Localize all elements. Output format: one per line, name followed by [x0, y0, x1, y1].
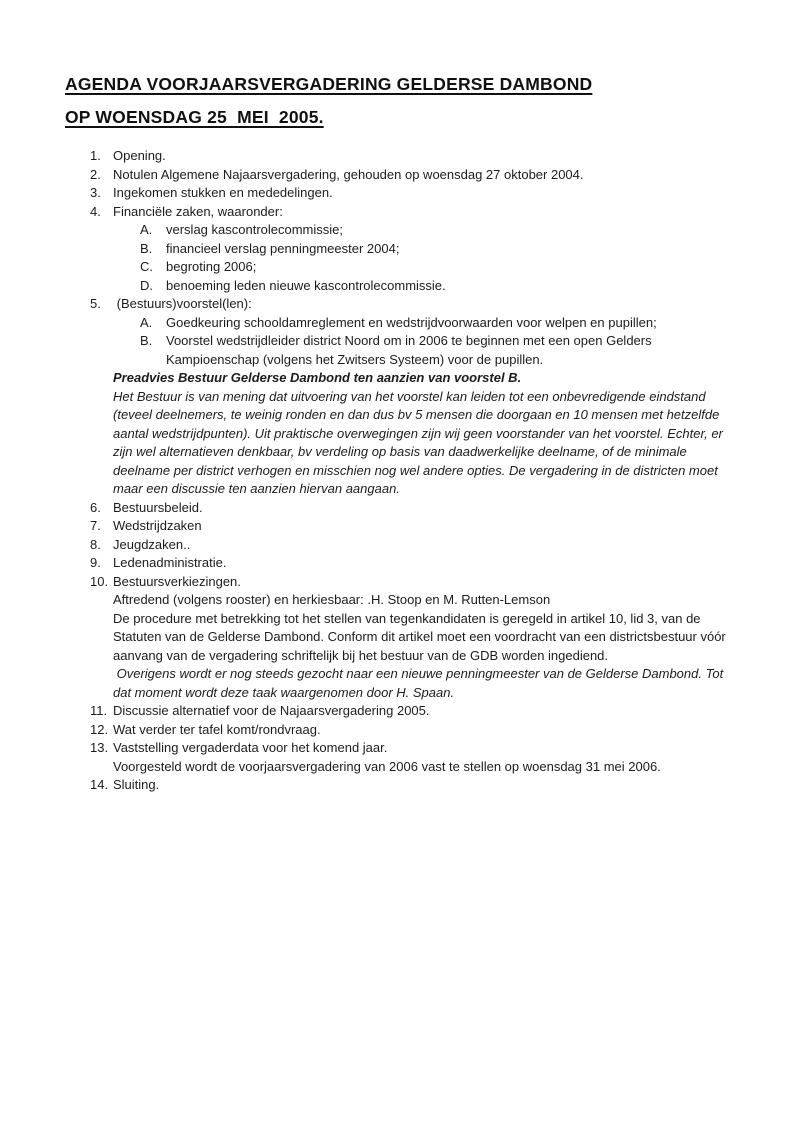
item-number: 6.: [90, 499, 101, 515]
agenda-item-4-sub-d: [140, 277, 740, 296]
item-10-treasurer-note: Overigens wordt er nog steeds gezocht naar een nieuwe penningmeester van de Gelderse Dambond. Tot dat moment wordt deze taak waargenomen door H. Spaan.: [113, 666, 727, 700]
item-text: Bestuursbeleid.: [113, 499, 203, 515]
agenda-item-4-sub-b: [140, 240, 740, 259]
agenda-item-12: [90, 721, 740, 740]
item-text: Financiële zaken, waaronder:: [113, 203, 283, 219]
item-text: Opening.: [113, 148, 166, 163]
item-number: 1.: [90, 148, 101, 163]
subitem-letter: A.: [140, 222, 153, 237]
item-number: 3.: [90, 185, 101, 200]
item-text: Sluiting.: [113, 777, 160, 792]
item-number: 14.: [90, 777, 109, 792]
subitem-text: Goedkeuring schooldamreglement en wedstrijdvoorwaarden voor welpen en pupillen;: [166, 314, 657, 330]
item-text: Notulen Algemene Najaarsvergadering, gehouden op woensdag 27 oktober 2004.: [113, 166, 584, 182]
item-text: Ledenadministratie.: [113, 555, 227, 570]
agenda-item-13: [90, 739, 740, 758]
title-line-2: [65, 101, 740, 134]
subitem-text: verslag kascontrolecommissie;: [166, 222, 344, 237]
item-number: 4.: [90, 203, 101, 219]
title-line-2-text: OP WOENSDAG 25 MEI 2005.: [65, 107, 324, 127]
agenda-item-9: [90, 554, 740, 573]
agenda-item-14: [90, 776, 740, 795]
subitem-text: Voorstel wedstrijdleider district Noord om in 2006 te beginnen met een open Gelders Kampioenschap (volgens het Zwitsers Systeem) voor de pupillen.: [166, 333, 656, 367]
agenda-item-5-sub-b: [140, 332, 740, 369]
title-line-1: [65, 68, 740, 101]
item-13-proposal-line: Voorgesteld wordt de voorjaarsvergadering van 2006 vast te stellen op woensdag 31 mei 2006.: [113, 758, 661, 774]
item-number: 8.: [90, 536, 101, 552]
subitem-letter: B.: [140, 240, 153, 256]
advice-title: Preadvies Bestuur Gelderse Dambond ten aanzien van voorstel B.: [113, 370, 522, 385]
item-text: (Bestuurs)voorstel(len):: [113, 296, 252, 311]
subitem-text: begroting 2006;: [166, 259, 257, 274]
agenda-item-8: [90, 536, 740, 555]
subitem-letter: D.: [140, 277, 153, 293]
agenda-item-7: [90, 517, 740, 536]
item-number: 7.: [90, 518, 101, 533]
agenda-item-5: [90, 295, 740, 314]
item-number: 9.: [90, 555, 101, 570]
item-number: 5.: [90, 296, 101, 311]
item-text: Ingekomen stukken en mededelingen.: [113, 185, 333, 200]
item-text: Wedstrijdzaken: [113, 518, 202, 533]
item-number: 12.: [90, 721, 109, 737]
item-text: Discussie alternatief voor de Najaarsvergadering 2005.: [113, 703, 430, 718]
agenda-item-6: [90, 499, 740, 518]
item-text: Jeugdzaken..: [113, 536, 191, 552]
item-number: 11.: [90, 703, 108, 718]
item-text: Vaststelling vergaderdata voor het komend jaar.: [113, 740, 388, 755]
item-number: 10.: [90, 573, 109, 589]
item-number: 13.: [90, 740, 109, 755]
item-number: 2.: [90, 166, 101, 182]
subitem-text: benoeming leden nieuwe kascontrolecommissie.: [166, 277, 446, 293]
subitem-letter: C.: [140, 259, 153, 274]
agenda-item-4-sub-c: [140, 258, 740, 277]
subitem-letter: A.: [140, 314, 153, 330]
agenda-item-3: [90, 184, 740, 203]
agenda-item-10: [90, 573, 740, 592]
subitem-text: financieel verslag penningmeester 2004;: [166, 240, 400, 256]
agenda-item-1: [90, 147, 740, 166]
agenda-item-4-sub-a: [140, 221, 740, 240]
agenda-item-5-sub-a: [140, 314, 740, 333]
agenda-item-2: [90, 166, 740, 185]
subitem-letter: B.: [140, 333, 153, 348]
agenda-list: [65, 147, 740, 795]
item-10-retiring-line: Aftredend (volgens rooster) en herkiesbaar: .H. Stoop en M. Rutten-Lemson: [113, 592, 551, 607]
document-title: [65, 68, 740, 134]
item-text: Bestuursverkiezingen.: [113, 573, 241, 589]
agenda-item-4: [90, 203, 740, 222]
advice-body: Het Bestuur is van mening dat uitvoering van het voorstel kan leiden tot een onbevredigende eindstand (teveel deelnemers, te weinig ronden en dan dus bv 5 mensen die doorgaan en 10 mensen met hetzelfde aantal wedstrijdpunten). Uit praktische overwegingen zijn wij geen voorstander van het voorstel. Echter, er zijn wel alternatieven denkbaar, bv verdeling op basis van daadwerkelijke deelname, of de minimale deelname per district verhogen en misschien nog wel andere opties. De vergadering in de districten moet maar een discussie ten aanzien hiervan aangaan.: [113, 388, 727, 496]
agenda-item-11: [90, 702, 740, 721]
title-line-1-text: AGENDA VOORJAARSVERGADERING GELDERSE DAMBOND: [65, 74, 593, 94]
item-text: Wat verder ter tafel komt/rondvraag.: [113, 721, 321, 737]
item-10-procedure-paragraph: De procedure met betrekking tot het stellen van tegenkandidaten is geregeld in artikel 10, lid 3, van de Statuten van de Gelderse Dambond. Conform dit artikel moet een voordracht van een districtsbestuur vóór aanvang van de vergadering schriftelijk bij het bestuur van de GDB worden ingediend.: [113, 610, 730, 663]
